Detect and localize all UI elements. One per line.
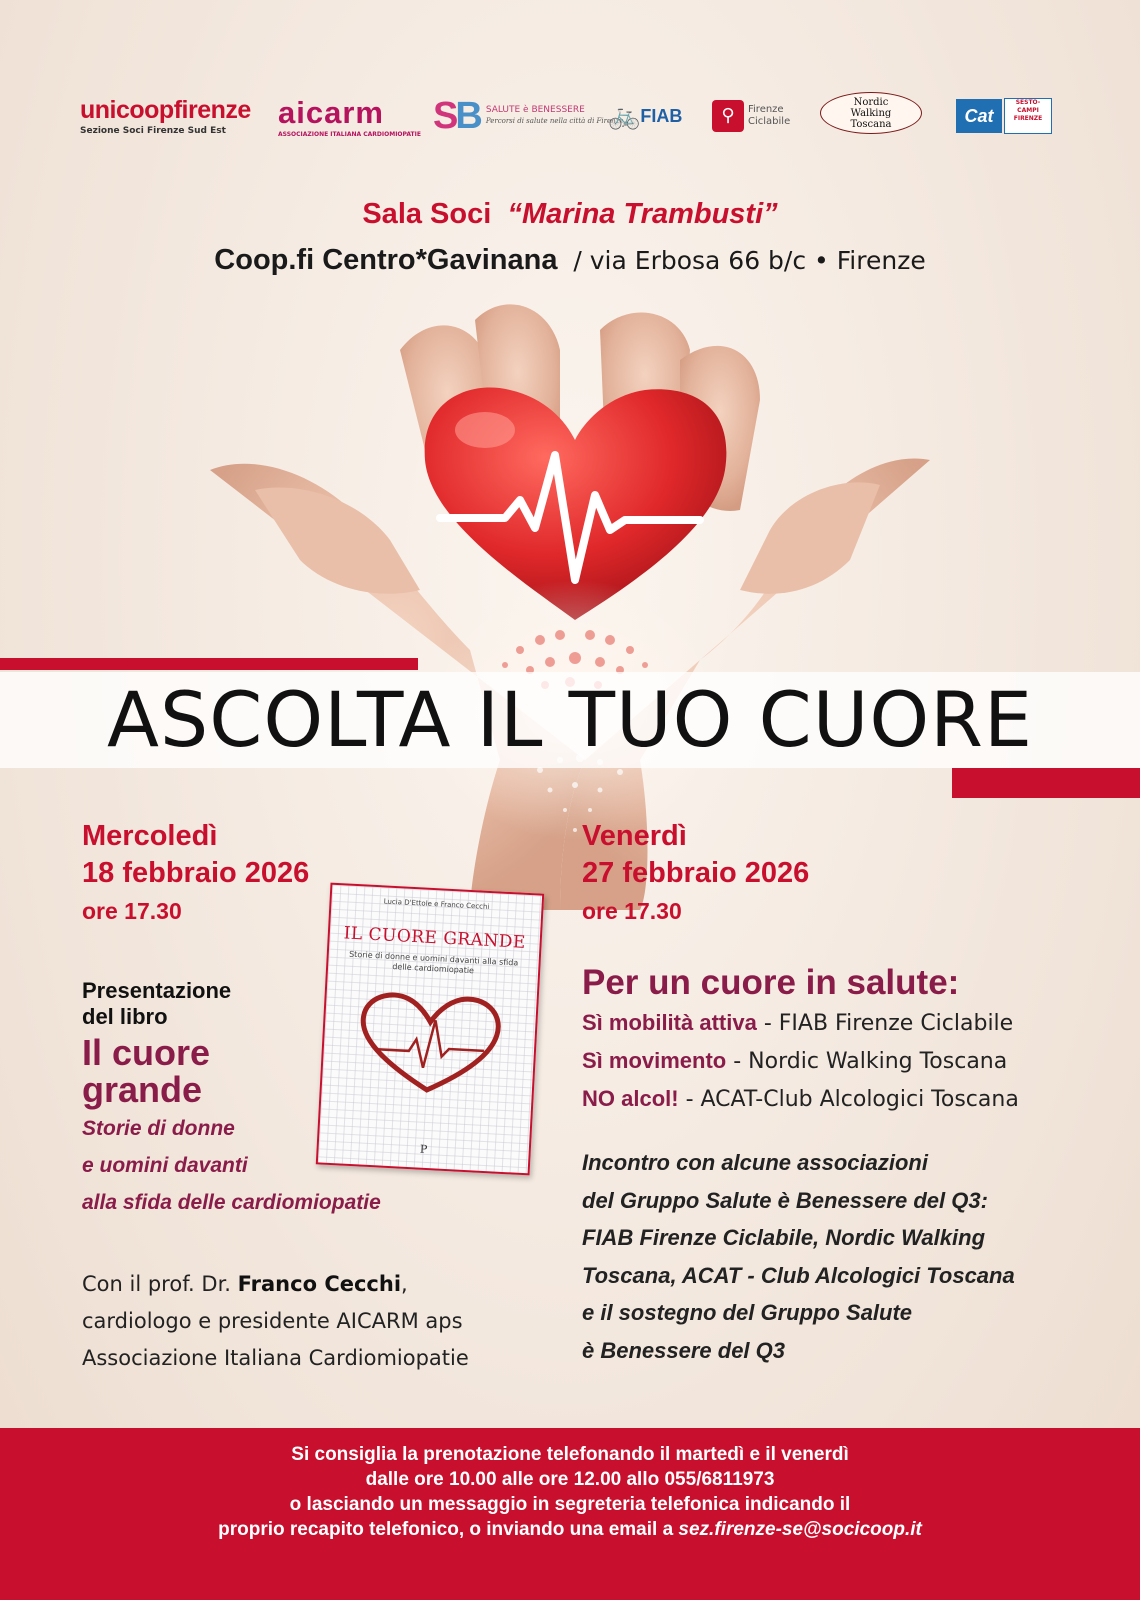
unicoop-firenze-logo: unicoopfirenze Sezione Soci Firenze Sud Est — [80, 96, 251, 136]
list-item: Sì mobilità attiva - FIAB Firenze Ciclabile — [582, 1010, 1014, 1036]
email-link[interactable]: sez.firenze-se@socicoop.it — [678, 1519, 922, 1540]
acat-logo: Cat SESTO-CAMPI FIRENZE — [956, 92, 1052, 140]
book-presentation: Presentazione del libro Il cuore grande Storie di donne e uomini davanti alla sfida delle cardiomiopatie — [82, 978, 542, 1221]
book-subtitle: Storie di donne e uomini davanti alla sfida delle cardiomiopatie — [82, 1117, 381, 1214]
main-title: ASCOLTA IL TUO CUORE — [107, 675, 1033, 764]
healthy-heart-section: Per un cuore in salute: Sì mobilità attiva - FIAB Firenze Ciclabile Sì movimento - Nordic Walking Toscana NO alcol! - ACAT-Club Alcologici Toscana Incontro con alcune associazioni del Gruppo Salute è Benessere del Q3: FIAB Firenze Ciclabile, Nordic Walking Toscana, ACAT - Club Alcologici Toscana e il sostegno del Gruppo Salute è Benessere del Q3 — [582, 962, 1102, 1369]
event2-datetime: Venerdì 27 febbraio 2026 ore 17.30 — [582, 820, 810, 924]
red-accent-bar-left — [0, 658, 418, 670]
salute-benessere-logo: SB SALUTE è BENESSERE Percorsi di salute nella città di Firenze — [433, 94, 624, 137]
aicarm-logo: aicarm ASSOCIAZIONE ITALIANA CARDIOMIOPATIE — [278, 94, 421, 138]
nordic-walking-logo: Nordic Walking Toscana — [820, 92, 922, 134]
venue-address: Coop.fi Centro*Gavinana / via Erbosa 66 b/c • Firenze — [214, 244, 926, 276]
book-cover-image: Lucia D'Ettole e Franco Cecchi IL CUORE GRANDE Storie di donne e uomini davanti alla sfida delle cardiomiopatie P — [316, 883, 544, 1176]
event1-datetime: Mercoledì 18 febbraio 2026 ore 17.30 — [82, 820, 310, 924]
firenze-ciclabile-logo: ⚲ Firenze Ciclabile — [712, 92, 790, 140]
bike-lane-icon: ⚲ — [712, 100, 744, 132]
red-accent-bar-right — [952, 768, 1140, 798]
speaker-info: Con il prof. Dr. Franco Cecchi, cardiologo e presidente AICARM aps Associazione Italiana Cardiomiopatie — [82, 1272, 469, 1370]
booking-info: Si consiglia la prenotazione telefonando il martedì e il venerdì dalle ore 10.00 alle ore 12.00 allo 055/6811973 o lasciando un messaggio in segreteria telefonica indicando il proprio recapito telefonico, o inviando una email a sez.firenze-se@socicoop.it — [218, 1444, 922, 1540]
bicycle-icon: 🚲 — [608, 101, 641, 131]
associations-meeting-text: Incontro con alcune associazioni del Gruppo Salute è Benessere del Q3: FIAB Firenze Ciclabile, Nordic Walking Toscana, ACAT - Club Alcologici Toscana e il sostegno del Gruppo Salute è Benessere del Q3 — [582, 1150, 1015, 1363]
list-item: NO alcol! - ACAT-Club Alcologici Toscana — [582, 1086, 1019, 1112]
list-item: Sì movimento - Nordic Walking Toscana — [582, 1048, 1008, 1074]
venue-hall: Sala Soci “Marina Trambusti” — [362, 198, 778, 230]
heart-ecg-icon — [351, 986, 507, 1104]
sponsor-logos — [80, 92, 1060, 142]
hands-heart-illustration — [0, 290, 1140, 910]
fiab-logo: 🚲 FIAB — [608, 101, 683, 131]
book-title: Il cuore grande — [82, 1032, 211, 1110]
